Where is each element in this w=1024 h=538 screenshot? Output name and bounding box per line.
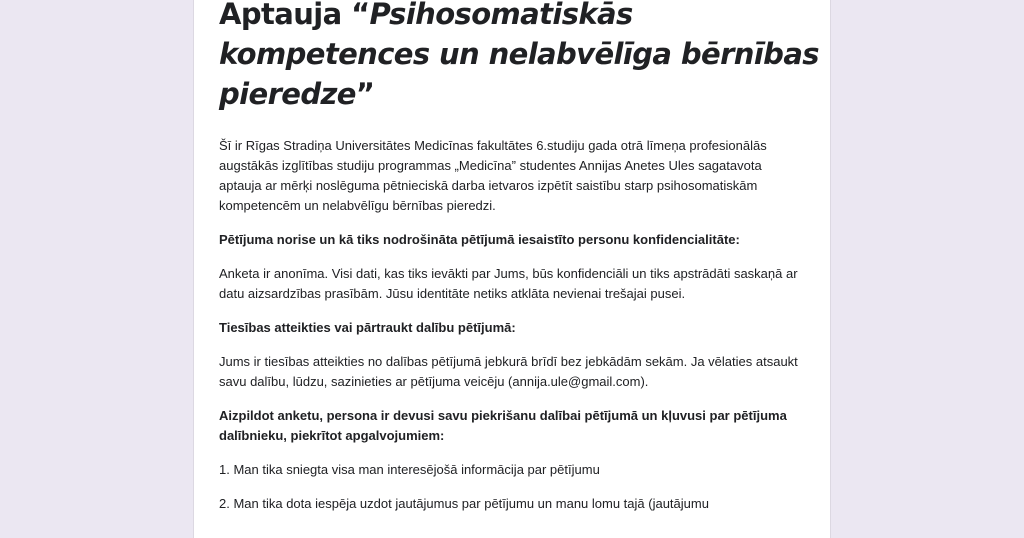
intro-paragraph: Šī ir Rīgas Stradiņa Universitātes Medicīnas fakultātes 6.studiju gada otrā līmeņa profesionālās augstākās izglītības studiju programmas „Medicīna” studentes Annijas Anetes Ules sagatavota aptauja ar mērķi noslēguma pētnieciskā darba ietvaros izpētīt saistību starp psihosomatiskām kompetencēm un nelabvēlīgu bērnības pieredzi. <box>219 138 767 213</box>
consent-statement-1: 1. Man tika sniegta visa man interesējošā informācija par pētījumu <box>219 462 600 477</box>
title-italic: Psihosomatiskās kompetences un nelabvēlīga bērnības pieredze <box>219 0 819 111</box>
title-prefix: Aptauja “ <box>219 0 370 31</box>
confidentiality-heading: Pētījuma norise un kā tiks nodrošināta pētījumā iesaistīto personu konfidencialitāte: <box>219 232 740 247</box>
form-description <box>219 136 804 528</box>
withdraw-heading: Tiesības atteikties vai pārtraukt dalību pētījumā: <box>219 320 516 335</box>
withdraw-paragraph: Jums ir tiesības atteikties no dalības pētījumā jebkurā brīdī bez jebkādām sekām. Ja vēlaties atsaukt savu dalību, lūdzu, sazinieties ar pētījuma veicēju (annija.ule@gmail.com). <box>219 354 798 389</box>
confidentiality-paragraph: Anketa ir anonīma. Visi dati, kas tiks ievākti par Jums, būs konfidenciāli un tiks apstrādāti saskaņā ar datu aizsardzības prasībām. Jūsu identitāte netiks atklāta nevienai trešajai pusei. <box>219 266 798 301</box>
form-card <box>193 0 831 538</box>
form-title <box>219 0 819 114</box>
title-suffix: ” <box>355 77 375 111</box>
consent-statement-2: 2. Man tika dota iespēja uzdot jautājumus par pētījumu un manu lomu tajā (jautājumu <box>219 496 709 511</box>
consent-heading: Aizpildot anketu, persona ir devusi savu piekrišanu dalībai pētījumā un kļuvusi par pētījuma dalībnieku, piekrītot apgalvojumiem: <box>219 408 787 443</box>
